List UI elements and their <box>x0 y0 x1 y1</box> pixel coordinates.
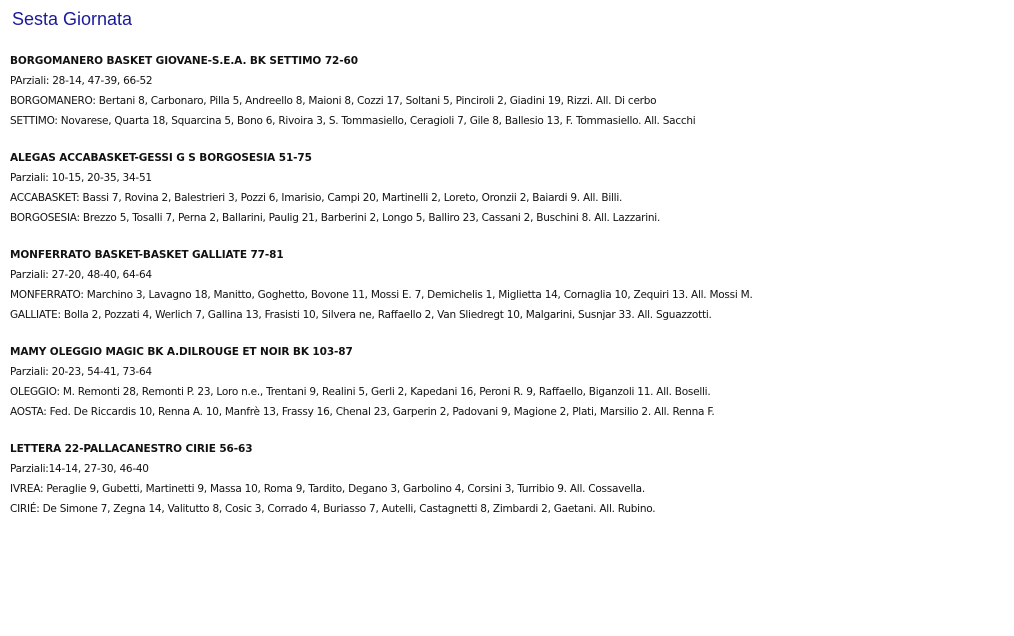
game-partials: Parziali: 10-15, 20-35, 34-51 <box>10 172 152 184</box>
page-title: Sesta Giornata <box>12 9 133 29</box>
away-team-lineup: AOSTA: Fed. De Riccardis 10, Renna A. 10, Manfrè 13, Frassy 16, Chenal 23, Garperin 2, Padovani 9, Magione 2, Plati, Marsilio 2. All. Renna F. <box>10 406 715 418</box>
away-team-lineup: GALLIATE: Bolla 2, Pozzati 4, Werlich 7, Gallina 13, Frasisti 10, Silvera ne, Raffaello 2, Van Sliedregt 10, Malgarini, Susnjar 33. All. Sguazzotti. <box>10 309 712 321</box>
away-team-lineup: BORGOSESIA: Brezzo 5, Tosalli 7, Perna 2, Ballarini, Paulig 21, Barberini 2, Longo 5, Balliro 23, Cassani 2, Buschini 8. All. Lazzarini. <box>10 212 661 224</box>
home-team-lineup: OLEGGIO: M. Remonti 28, Remonti P. 23, Loro n.e., Trentani 9, Realini 5, Gerli 2, Kapedani 16, Peroni R. 9, Raffaello, Biganzoli 11. All. Boselli. <box>10 386 711 398</box>
game-heading: LETTERA 22-PALLACANESTRO CIRIE 56-63 <box>10 443 253 455</box>
game-result <box>10 439 1005 519</box>
game-result <box>10 342 1005 422</box>
home-team-lineup: BORGOMANERO: Bertani 8, Carbonaro, Pilla 5, Andreello 8, Maioni 8, Cozzi 17, Soltani 5, Pinciroli 2, Giadini 19, Rizzi. All. Di cerbo <box>10 95 657 107</box>
game-result <box>10 148 1005 228</box>
game-heading: BORGOMANERO BASKET GIOVANE-S.E.A. BK SETTIMO 72-60 <box>10 55 358 67</box>
away-team-lineup: CIRIÉ: De Simone 7, Zegna 14, Valitutto 8, Cosic 3, Corrado 4, Buriasso 7, Autelli, Castagnetti 8, Zimbardi 2, Gaetani. All. Rubino. <box>10 503 656 515</box>
game-results-list <box>10 51 1005 536</box>
game-partials: Parziali:14-14, 27-30, 46-40 <box>10 463 149 475</box>
game-result <box>10 245 1005 325</box>
game-heading: MONFERRATO BASKET-BASKET GALLIATE 77-81 <box>10 249 284 261</box>
game-result <box>10 51 1005 131</box>
game-partials: Parziali: 20-23, 54-41, 73-64 <box>10 366 152 378</box>
home-team-lineup: MONFERRATO: Marchino 3, Lavagno 18, Manitto, Goghetto, Bovone 11, Mossi E. 7, Demichelis 1, Miglietta 14, Cornaglia 10, Zequiri 13. All. Mossi M. <box>10 289 753 301</box>
home-team-lineup: ACCABASKET: Bassi 7, Rovina 2, Balestrieri 3, Pozzi 6, Imarisio, Campi 20, Martinelli 2, Loreto, Oronzii 2, Baiardi 9. All. Billi. <box>10 192 623 204</box>
game-partials: Parziali: 27-20, 48-40, 64-64 <box>10 269 152 281</box>
game-partials: PArziali: 28-14, 47-39, 66-52 <box>10 75 153 87</box>
home-team-lineup: IVREA: Peraglie 9, Gubetti, Martinetti 9, Massa 10, Roma 9, Tardito, Degano 3, Garbolino 4, Corsini 3, Turribio 9. All. Cossavella. <box>10 483 645 495</box>
game-heading: ALEGAS ACCABASKET-GESSI G S BORGOSESIA 51-75 <box>10 152 312 164</box>
away-team-lineup: SETTIMO: Novarese, Quarta 18, Squarcina 5, Bono 6, Rivoira 3, S. Tommasiello, Ceragioli 7, Gile 8, Ballesio 13, F. Tommasiello. All. Sacchi <box>10 115 696 127</box>
game-heading: MAMY OLEGGIO MAGIC BK A.DILROUGE ET NOIR BK 103-87 <box>10 346 353 358</box>
